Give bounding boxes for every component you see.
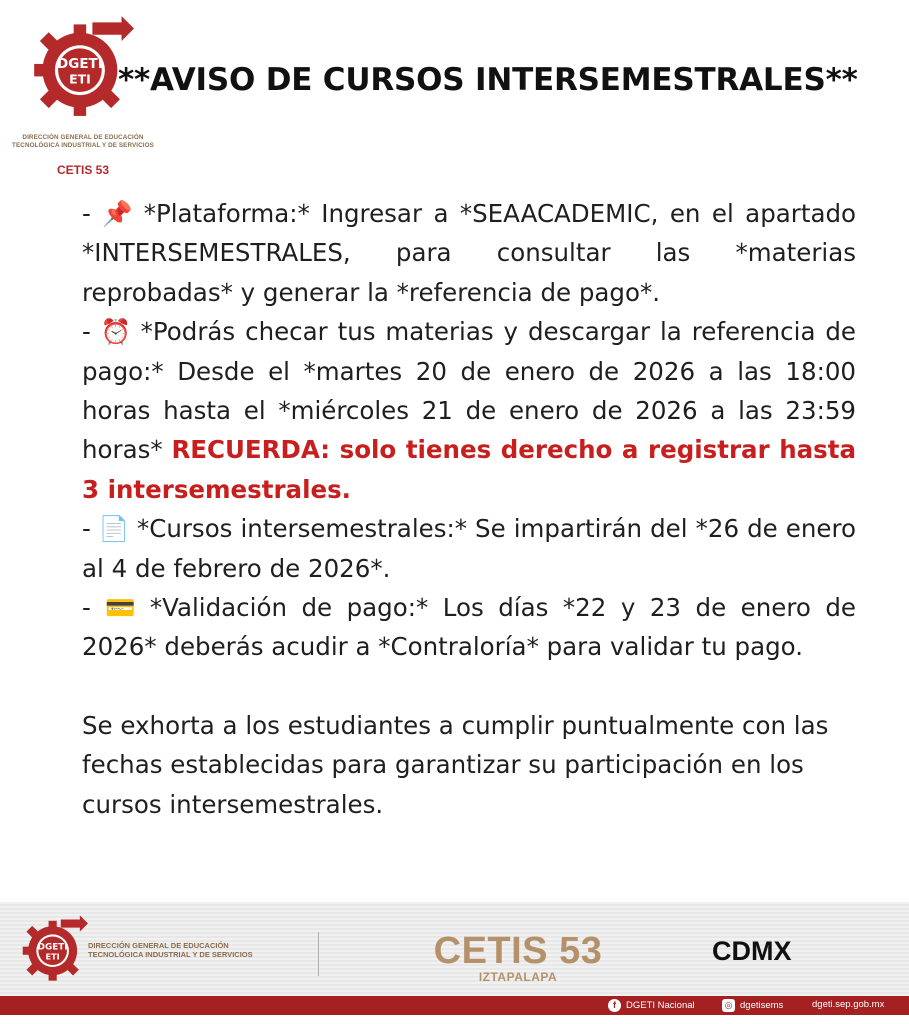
notice-item-platform: - 📌 *Plataforma:* Ingresar a *SEAACADEMIC, en el apartado *INTERSEMESTRALES, para consultar las *materias reprobadas* y generar la *referencia de pago*. <box>82 194 856 312</box>
alarm-clock-icon: ⏰ <box>100 317 132 347</box>
footer-divider <box>318 932 319 976</box>
pushpin-icon: 📌 <box>102 199 133 228</box>
social-bar <box>0 996 909 1024</box>
school-name: CETIS 53 <box>56 163 110 177</box>
instagram-link[interactable]: ◎ dgetisems <box>722 999 783 1012</box>
svg-text:ETI: ETI <box>69 71 91 87</box>
footer-city: CDMX <box>712 936 792 966</box>
credit-card-icon: 💳 <box>105 593 136 623</box>
facebook-link[interactable]: f DGETI Nacional <box>608 999 695 1012</box>
website-link[interactable]: dgeti.sep.gob.mx <box>812 999 885 1010</box>
notice-item-courses: - 📄 *Cursos intersemestrales:* Se impartirán del *26 de enero al 4 de febrero de 2026*. <box>82 509 856 588</box>
closing-paragraph: Se exhorta a los estudiantes a cumplir puntualmente con las fechas establecidas para garantizar su participación en los cursos intersemestrales. <box>82 710 829 819</box>
svg-text:ETI: ETI <box>45 951 60 962</box>
footer-school-name: CETIS 53 <box>433 930 603 972</box>
instagram-icon: ◎ <box>722 999 735 1012</box>
institution-name: DIRECCIÓN GENERAL DE EDUCACIÓN TECNOLÓGICA INDUSTRIAL Y DE SERVICIOS <box>12 134 154 149</box>
footer-campus: IZTAPALAPA <box>478 970 558 984</box>
notice-body <box>82 194 856 824</box>
notice-item-schedule: - ⏰ *Podrás checar tus materias y descargar la referencia de pago:* Desde el *martes 20 de enero de 2026 a las 18:00 horas hasta el *miércoles 21 de enero de 2026 a las 23:59 horas* RECUERDA: solo tienes derecho a registrar hasta 3 intersemestrales. <box>82 312 856 509</box>
footer-institution-name: DIRECCIÓN GENERAL DE EDUCACIÓN TECNOLÓGICA INDUSTRIAL Y DE SERVICIOS <box>88 941 253 959</box>
logo-text: DGETI <box>57 56 103 73</box>
facebook-icon: f <box>608 999 621 1012</box>
notice-item-payment: - 💳 *Validación de pago:* Los días *22 y 23 de enero de 2026* deberás acudir a *Contraloría* para validar tu pago. <box>82 588 856 667</box>
document-icon: 📄 <box>98 514 130 544</box>
svg-text:DGETI: DGETI <box>37 942 68 953</box>
footer-dgeti-logo <box>20 914 88 982</box>
warning-text: RECUERDA: solo tienes derecho a registrar hasta 3 intersemestrales. <box>82 435 856 504</box>
page-title: **AVISO DE CURSOS INTERSEMESTRALES** <box>118 62 858 98</box>
